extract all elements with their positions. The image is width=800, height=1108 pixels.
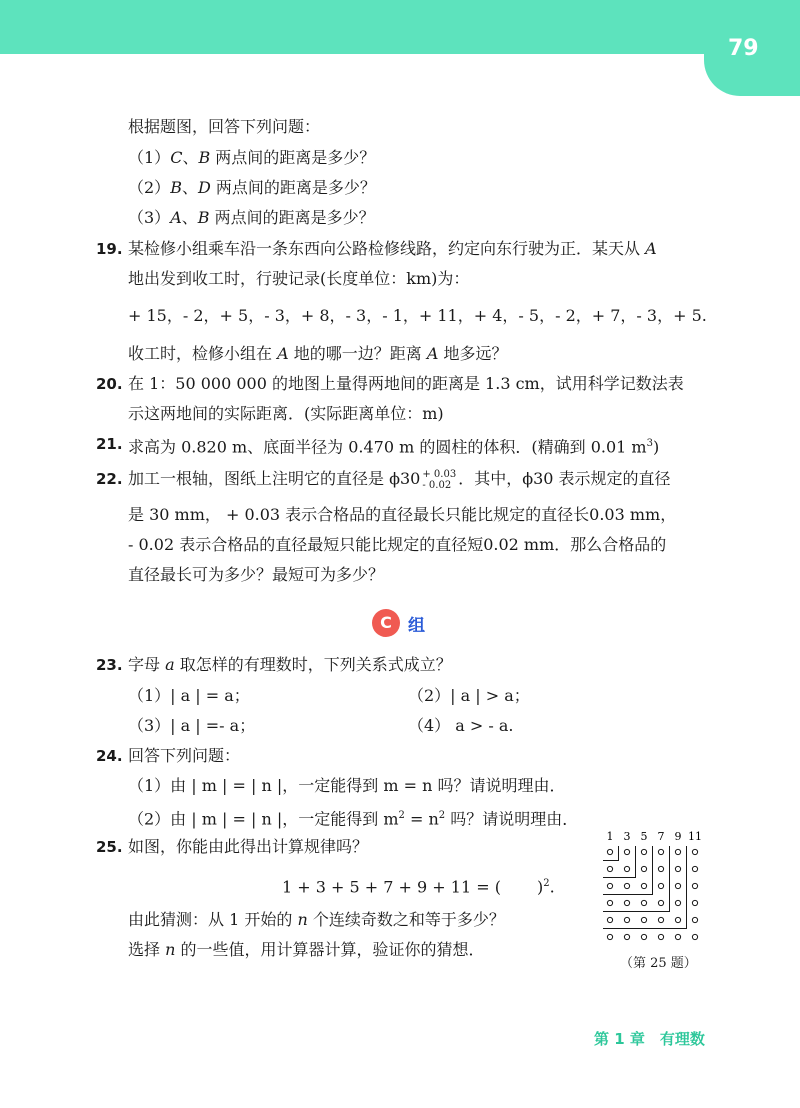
figure-dot [675,866,680,871]
q22-line-2: 是 30 mm， + 0.03 表示合格品的直径最长只能比规定的直径长0.03 mm， [128,505,677,524]
figure-dot [675,900,680,905]
figure-dot [641,883,646,888]
figure-dot [624,917,629,922]
header-band [0,0,800,54]
figure-dot [658,849,663,854]
figure-dot [692,917,697,922]
q24-intro: 回答下列问题： [128,746,241,765]
figure-dot [692,934,697,939]
q20-line-1: 在 1：50 000 000 的地图上量得两地间的距离是 1.3 cm，试用科学记数法表 [128,374,684,393]
figure-dot [607,934,612,939]
figure-dot [658,934,663,939]
q21-line-1: 求高为 0.820 m、底面半径为 0.470 m 的圆柱的体积．(精确到 0.01 $m^3$) [128,437,660,457]
q20-number: 20. [96,375,123,393]
figure-column-labels [607,830,703,843]
q25-line-1: 如图，你能由此得出计算规律吗？ [128,837,369,856]
figure-dot [641,917,646,922]
q19-line-2: 地出发到收工时，行驶记录(长度单位：km)为： [128,269,470,288]
figure-dot [624,866,629,871]
q22-line-3: - 0.02 表示合格品的直径最短只能比规定的直径短0.02 mm．那么合格品的 [128,535,667,554]
q19-question: 收工时，检修小组在 A 地的哪一边？距离 A 地多远？ [128,344,508,363]
figure-dot [624,883,629,888]
figure-dot [624,900,629,905]
figure-dot [624,934,629,939]
figure-dot [675,883,680,888]
figure-dot [675,934,680,939]
q18-part-1: （1）C、B 两点间的距离是多少？ [128,148,376,167]
q19-record: + 15，- 2，+ 5，- 3，+ 8，- 3，- 1，+ 11，+ 4，- 5，- 2，+ 7，- 3，+ 5. [128,306,707,325]
figure-dot [607,883,612,888]
q23-part-1: （1）| a | = a； [128,686,250,705]
figure-dot [675,917,680,922]
q25-guess: 由此猜测：从 1 开始的 n 个连续奇数之和等于多少？ [128,910,505,929]
q23-part-3: （3）| a | =- a； [128,716,256,735]
figure-dot [658,866,663,871]
q23-line-1: 字母 a 取怎样的有理数时，下列关系式成立？ [128,655,452,674]
q24-part-2: （2）由 | m | = | n |，一定能得到 $m^2 = n^2$ 吗？请说明理由． [128,809,579,829]
group-c-badge: C [372,609,400,637]
figure-dot [658,900,663,905]
figure-dot [692,849,697,854]
q21-number: 21. [96,435,123,453]
q25-number: 25. [96,838,123,856]
figure-dot [675,849,680,854]
figure-dot [692,900,697,905]
q19-number: 19. [96,240,123,258]
figure-dot [641,934,646,939]
q18-part-2: （2）B、D 两点间的距离是多少？ [128,178,376,197]
page-number: 79 [728,36,759,61]
figure-dot [692,866,697,871]
figure-label: 9 [674,830,682,843]
q22-line-1: 加工一根轴，图纸上注明它的直径是 ϕ30 + 0.03 - 0.02 ．其中，ϕ30 表示规定的直径 [128,468,671,491]
tolerance-stack: + 0.03 - 0.02 [422,468,457,491]
q19-line-1: 某检修小组乘车沿一条东西向公路检修线路，约定向东行驶为正．某天从 A [128,239,657,258]
figure-dot [641,849,646,854]
figure-dot [641,900,646,905]
q23-part-4: （4） a > - a. [408,716,514,735]
q25-verify: 选择 n 的一些值，用计算器计算，验证你的猜想． [128,940,485,959]
figure-label: 7 [657,830,665,843]
figure-dot [658,883,663,888]
figure-label: 5 [640,830,648,843]
figure-dot [624,849,629,854]
figure-dot [607,849,612,854]
figure-label: 3 [623,830,631,843]
q18-part-3: （3）A、B 两点间的距离是多少？ [128,208,375,227]
figure-label: 11 [688,830,702,843]
figure-dot [607,917,612,922]
q22-number: 22. [96,470,123,488]
q24-number: 24. [96,747,123,765]
q20-line-2: 示这两地间的实际距离．(实际距离单位：m) [128,404,444,423]
figure-dot [607,866,612,871]
q23-part-2: （2）| a | > a； [408,686,530,705]
figure-dot [692,883,697,888]
q24-part-1: （1）由 | m | = | n |，一定能得到 m = n 吗？请说明理由． [128,776,566,795]
figure-dot [607,900,612,905]
footer-chapter: 第 1 章 有理数 [594,1030,705,1048]
group-c-label: 组 [408,616,425,636]
q18-intro: 根据题图，回答下列问题： [128,117,321,136]
q23-number: 23. [96,656,123,674]
q22-line-4: 直径最长可为多少？最短可为多少？ [128,565,385,584]
figure-caption: （第 25 题） [620,956,697,971]
figure-dot [641,866,646,871]
figure-label: 1 [606,830,614,843]
q25-formula: 1 + 3 + 5 + 7 + 9 + 11 = ( )$^2$. [282,877,555,897]
figure-dot [658,917,663,922]
